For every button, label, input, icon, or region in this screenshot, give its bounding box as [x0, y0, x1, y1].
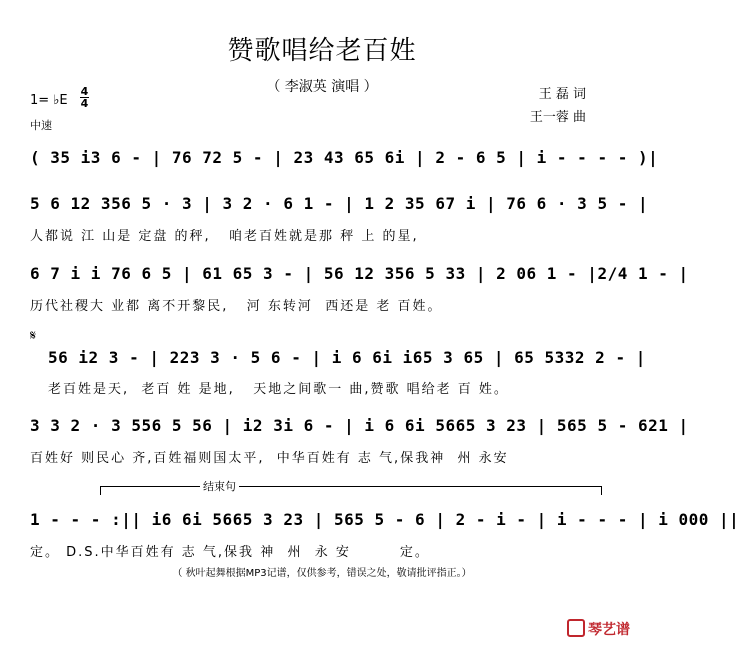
- ending-bracket: [100, 486, 602, 495]
- lyrics-row-4: 百姓好 则民心 齐,百姓福则国太平, 中华百姓有 志 气,保我神 州 永安: [30, 451, 509, 466]
- lyrics-row-5: 定。 D.S.中华百姓有 志 气,保我 神 州 永 安 定。: [30, 545, 430, 560]
- ending-label: 结束句: [200, 478, 239, 494]
- score-row-2: 6 7 i i 76 6 5 | 61 65 3 - | 56 12 356 5 33 | 2 06 1 - |2/4 1 - |: [30, 264, 689, 283]
- score-row-intro: ( 35 i3 6 - | 76 72 5 - | 23 43 65 6i | 2 - 6 5 | i - - - - )|: [30, 148, 659, 167]
- watermark-logo: [567, 619, 630, 639]
- time-signature-bottom: 4: [80, 97, 89, 110]
- tempo-marking: 中速: [30, 119, 52, 132]
- time-signature: [80, 86, 89, 109]
- performer-line: （ 李淑英 演唱 ）: [266, 79, 378, 95]
- watermark-text: 琴艺谱: [588, 622, 630, 638]
- time-signature-top: 4: [80, 85, 89, 98]
- score-row-3: 56 i2 3 - | 223 3 · 5 6 - | i 6 6i i65 3 65 | 65 5332 2 - |: [48, 348, 646, 367]
- lyrics-row-3: 老百姓是天, 老百 姓 是地, 天地之间歌一 曲,赞歌 唱给老 百 姓。: [48, 382, 509, 397]
- segno-sign: 𝄋: [30, 328, 37, 344]
- footnote: （ 秋叶起舞根据MP3记谱，仅供参考，错误之处，敬请批评指正。）: [172, 568, 472, 579]
- composer-credit: 王一蓉 曲: [529, 110, 586, 125]
- lyricist-credit: 王 磊 词: [538, 87, 586, 102]
- key-signature: 1= ♭E: [30, 93, 68, 108]
- song-title: 赞歌唱给老百姓: [227, 36, 417, 66]
- logo-icon: [567, 619, 585, 637]
- lyrics-row-1: 人都说 江 山是 定盘 的秤, 咱老百姓就是那 秤 上 的星,: [30, 229, 419, 244]
- score-row-1: 5 6 12 356 5 · 3 | 3 2 · 6 1 - | 1 2 35 67 i | 76 6 · 3 5 - |: [30, 194, 649, 213]
- score-row-4: 3 3 2 · 3 556 5 56 | i2 3i 6 - | i 6 6i 5665 3 23 | 565 5 - 621 |: [30, 416, 689, 435]
- lyrics-row-2: 历代社稷大 业都 离不开黎民, 河 东转河 西还是 老 百姓。: [30, 299, 443, 314]
- score-row-5: 1 - - - :|| i6 6i 5665 3 23 | 565 5 - 6 | 2 - i - | i - - - | i 000 ||: [30, 510, 739, 529]
